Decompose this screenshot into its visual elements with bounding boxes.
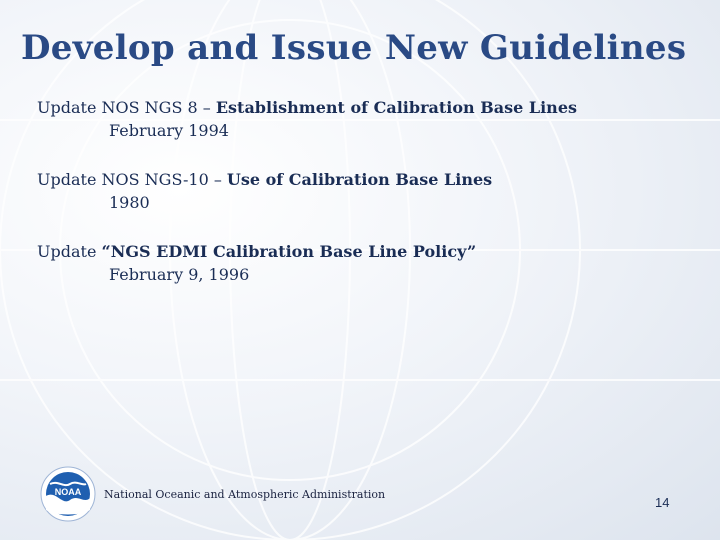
guideline-date: 1980 <box>109 193 150 212</box>
guideline-date: February 9, 1996 <box>109 265 250 284</box>
guideline-list <box>37 96 697 312</box>
page-number: 14 <box>655 495 670 510</box>
guideline-title: Use of Calibration Base Lines <box>226 170 493 189</box>
guideline-item <box>37 96 697 142</box>
guideline-title: “NGS EDMI Calibration Base Line Policy” <box>101 242 477 261</box>
noaa-logo-icon <box>40 466 96 522</box>
guideline-prefix: Update NOS NGS-10 – <box>37 170 227 189</box>
guideline-date: February 1994 <box>109 121 229 140</box>
guideline-item <box>37 168 697 214</box>
guideline-line <box>37 96 697 119</box>
slide-title: Develop and Issue New Guidelines <box>21 28 687 68</box>
logo-text: NOAA <box>54 487 82 497</box>
guideline-item <box>37 240 697 286</box>
agency-name: National Oceanic and Atmospheric Administration <box>104 488 386 501</box>
guideline-line <box>37 240 697 263</box>
guideline-prefix: Update NOS NGS 8 – <box>37 98 216 117</box>
guideline-title: Establishment of Calibration Base Lines <box>215 98 577 117</box>
guideline-line <box>37 168 697 191</box>
guideline-prefix: Update <box>37 242 102 261</box>
